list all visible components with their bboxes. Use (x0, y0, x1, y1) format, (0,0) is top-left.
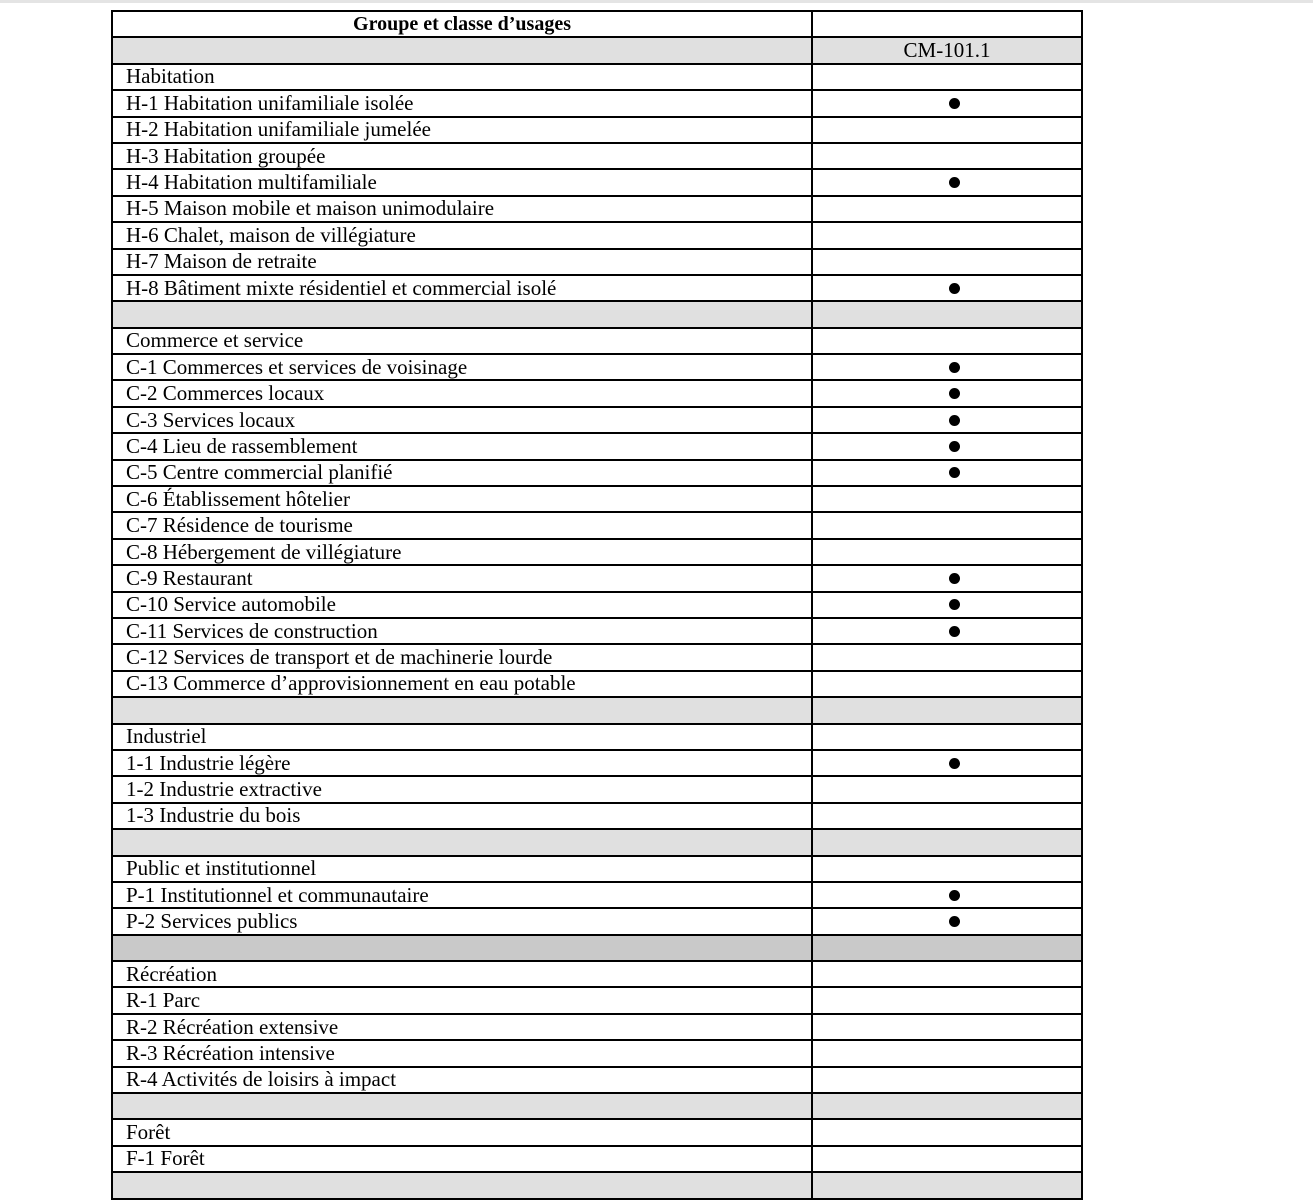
group-label: Habitation (113, 65, 813, 91)
usage-class-label: 1-3 Industrie du bois (113, 804, 813, 830)
zone-code: CM-101.1 (813, 38, 1083, 64)
table-row (113, 672, 1083, 698)
table-row (113, 1068, 1083, 1094)
zone-permission-cell (813, 144, 1083, 170)
usage-class-label: H-6 Chalet, maison de villégiature (113, 223, 813, 249)
usage-class-label: C-4 Lieu de rassemblement (113, 434, 813, 460)
permitted-bullet-icon (949, 362, 960, 373)
table-row (113, 540, 1083, 566)
zone-permission-cell (813, 355, 1083, 381)
zone-permission-cell (813, 250, 1083, 276)
zone-permission-cell (813, 672, 1083, 698)
table-row (113, 513, 1083, 539)
usage-class-label (113, 302, 813, 328)
zone-permission-cell (813, 909, 1083, 935)
usage-class-label: F-1 Forêt (113, 1147, 813, 1173)
permitted-bullet-icon (949, 177, 960, 188)
zone-permission-cell (813, 857, 1083, 883)
zone-permission-cell (813, 936, 1083, 962)
header-usage-group-title: Groupe et classe d’usages (113, 12, 813, 38)
permitted-bullet-icon (949, 573, 960, 584)
table-row (113, 566, 1083, 592)
usage-class-label: C-9 Restaurant (113, 566, 813, 592)
zone-code-label-blank (113, 38, 813, 64)
permitted-bullet-icon (949, 415, 960, 426)
header-zone-blank (813, 12, 1083, 38)
usage-class-label: R-1 Parc (113, 988, 813, 1014)
group-heading-row (113, 65, 1083, 91)
table-row (113, 1147, 1083, 1173)
group-label: Commerce et service (113, 329, 813, 355)
group-heading-row (113, 857, 1083, 883)
zone-permission-cell (813, 593, 1083, 619)
table-row (113, 804, 1083, 830)
zone-permission-cell (813, 566, 1083, 592)
group-label: Forêt (113, 1120, 813, 1146)
zone-permission-cell (813, 1147, 1083, 1173)
table-header-row (113, 12, 1083, 38)
zone-permission-cell (813, 645, 1083, 671)
usage-class-label: C-8 Hébergement de villégiature (113, 540, 813, 566)
zone-permission-cell (813, 619, 1083, 645)
group-label: Industriel (113, 725, 813, 751)
usage-class-label: H-8 Bâtiment mixte résidentiel et commercial isolé (113, 276, 813, 302)
table-row (113, 988, 1083, 1014)
spacer-row (113, 1173, 1083, 1199)
spacer-row (113, 302, 1083, 328)
spacer-row (113, 698, 1083, 724)
usage-class-label: H-2 Habitation unifamiliale jumelée (113, 118, 813, 144)
zone-permission-cell (813, 434, 1083, 460)
zone-permission-cell (813, 1094, 1083, 1120)
spacer-row (113, 936, 1083, 962)
table-row (113, 91, 1083, 117)
zone-permission-cell (813, 883, 1083, 909)
zone-permission-cell (813, 170, 1083, 196)
zone-permission-cell (813, 223, 1083, 249)
table-row (113, 883, 1083, 909)
zone-permission-cell (813, 804, 1083, 830)
table-row (113, 434, 1083, 460)
table-row (113, 777, 1083, 803)
usage-class-label: C-5 Centre commercial planifié (113, 461, 813, 487)
usage-class-label (113, 1173, 813, 1199)
group-heading-row (113, 962, 1083, 988)
zone-permission-cell (813, 461, 1083, 487)
usage-class-label: C-10 Service automobile (113, 593, 813, 619)
usage-class-label: H-3 Habitation groupée (113, 144, 813, 170)
usage-class-label: 1-1 Industrie légère (113, 751, 813, 777)
table-row (113, 250, 1083, 276)
usage-class-label: H-5 Maison mobile et maison unimodulaire (113, 197, 813, 223)
usage-class-label: P-2 Services publics (113, 909, 813, 935)
zone-permission-cell (813, 1173, 1083, 1199)
permitted-bullet-icon (949, 441, 960, 452)
zone-permission-cell (813, 276, 1083, 302)
table-row (113, 593, 1083, 619)
table-row (113, 408, 1083, 434)
group-heading-row (113, 329, 1083, 355)
usage-class-label: C-1 Commerces et services de voisinage (113, 355, 813, 381)
usage-class-label (113, 1094, 813, 1120)
zone-permission-cell (813, 329, 1083, 355)
usage-class-label: H-4 Habitation multifamiliale (113, 170, 813, 196)
table-row (113, 144, 1083, 170)
usage-class-label: R-2 Récréation extensive (113, 1015, 813, 1041)
zone-permission-cell (813, 751, 1083, 777)
zone-permission-cell (813, 540, 1083, 566)
table-row (113, 645, 1083, 671)
zone-permission-cell (813, 118, 1083, 144)
table-row (113, 1041, 1083, 1067)
zone-permission-cell (813, 513, 1083, 539)
usage-class-label: 1-2 Industrie extractive (113, 777, 813, 803)
usage-class-label: C-3 Services locaux (113, 408, 813, 434)
group-heading-row (113, 725, 1083, 751)
table-body (113, 65, 1083, 1200)
usage-class-label (113, 830, 813, 856)
zone-permission-cell (813, 725, 1083, 751)
zone-permission-cell (813, 65, 1083, 91)
table-row (113, 909, 1083, 935)
table-row (113, 118, 1083, 144)
table-row (113, 1015, 1083, 1041)
table-row (113, 170, 1083, 196)
table-zone-code-row (113, 38, 1083, 64)
permitted-bullet-icon (949, 890, 960, 901)
table-row (113, 276, 1083, 302)
zone-permission-cell (813, 302, 1083, 328)
permitted-bullet-icon (949, 388, 960, 399)
permitted-bullet-icon (949, 916, 960, 927)
table-row (113, 619, 1083, 645)
table-row (113, 487, 1083, 513)
usage-class-label: C-6 Établissement hôtelier (113, 487, 813, 513)
table-row (113, 197, 1083, 223)
spacer-row (113, 830, 1083, 856)
spacer-row (113, 1094, 1083, 1120)
usage-class-label (113, 936, 813, 962)
table-row (113, 751, 1083, 777)
usage-class-label: C-11 Services de construction (113, 619, 813, 645)
zone-permission-cell (813, 91, 1083, 117)
page-top-rule (0, 0, 1313, 3)
zone-permission-cell (813, 408, 1083, 434)
usage-class-label: C-12 Services de transport et de machinerie lourde (113, 645, 813, 671)
permitted-bullet-icon (949, 626, 960, 637)
usage-class-label: C-13 Commerce d’approvisionnement en eau potable (113, 672, 813, 698)
usage-class-label: C-7 Résidence de tourisme (113, 513, 813, 539)
zone-permission-cell (813, 830, 1083, 856)
zone-permission-cell (813, 777, 1083, 803)
group-label: Public et institutionnel (113, 857, 813, 883)
group-heading-row (113, 1120, 1083, 1146)
group-label: Récréation (113, 962, 813, 988)
usage-class-label: P-1 Institutionnel et communautaire (113, 883, 813, 909)
table-row (113, 223, 1083, 249)
permitted-bullet-icon (949, 283, 960, 294)
zone-permission-cell (813, 698, 1083, 724)
usage-class-label: R-4 Activités de loisirs à impact (113, 1068, 813, 1094)
zone-permission-cell (813, 1068, 1083, 1094)
usage-table (111, 10, 1083, 1200)
zone-permission-cell (813, 1041, 1083, 1067)
usage-class-label: R-3 Récréation intensive (113, 1041, 813, 1067)
permitted-bullet-icon (949, 467, 960, 478)
table-row (113, 461, 1083, 487)
permitted-bullet-icon (949, 758, 960, 769)
zone-permission-cell (813, 988, 1083, 1014)
zone-permission-cell (813, 487, 1083, 513)
zone-permission-cell (813, 1120, 1083, 1146)
usage-class-label: H-1 Habitation unifamiliale isolée (113, 91, 813, 117)
usage-class-label (113, 698, 813, 724)
permitted-bullet-icon (949, 599, 960, 610)
zone-permission-cell (813, 197, 1083, 223)
usage-class-label: H-7 Maison de retraite (113, 250, 813, 276)
zone-permission-cell (813, 1015, 1083, 1041)
table-row (113, 355, 1083, 381)
zone-permission-cell (813, 381, 1083, 407)
permitted-bullet-icon (949, 98, 960, 109)
zone-permission-cell (813, 962, 1083, 988)
table-row (113, 381, 1083, 407)
usage-class-label: C-2 Commerces locaux (113, 381, 813, 407)
